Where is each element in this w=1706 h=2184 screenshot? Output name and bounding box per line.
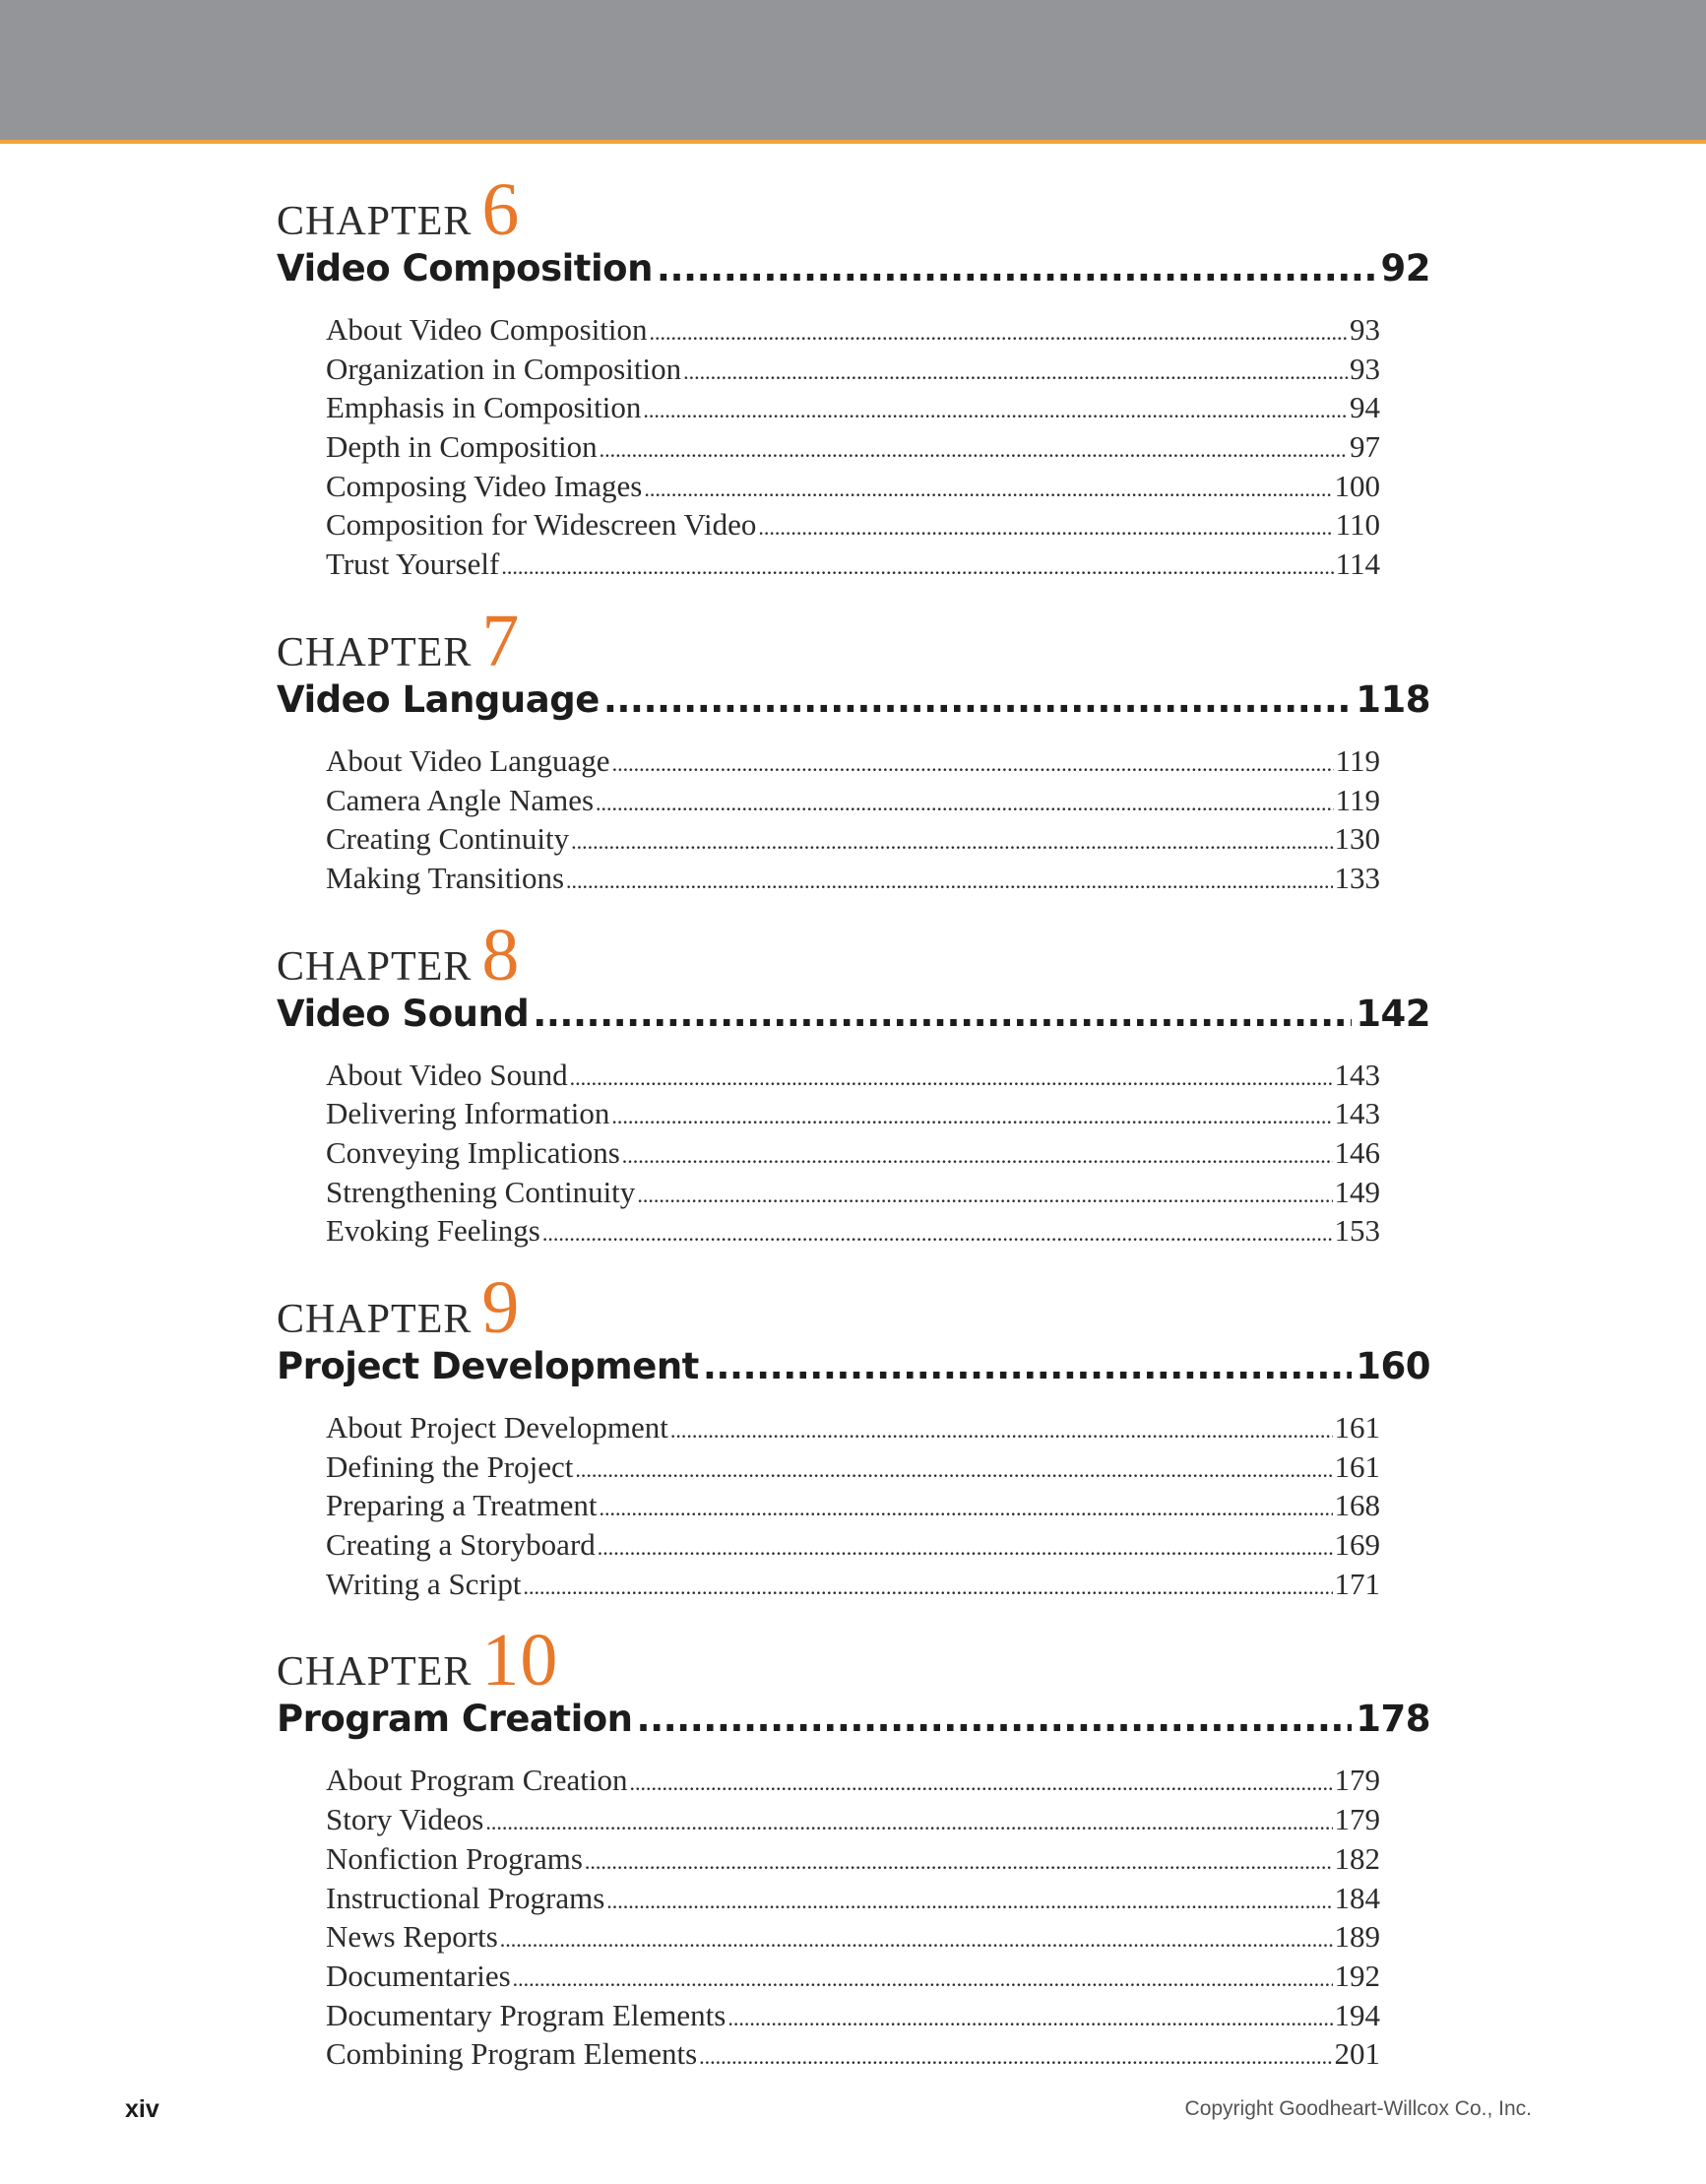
toc-entry[interactable] bbox=[326, 743, 1380, 783]
section-page-number: 194 bbox=[1334, 1997, 1380, 2032]
section-page-number: 93 bbox=[1350, 312, 1380, 347]
section-list bbox=[326, 1406, 1380, 1605]
dot-leader bbox=[566, 868, 1332, 894]
chapter-block bbox=[277, 906, 1430, 1253]
section-title: About Video Sound bbox=[326, 1057, 568, 1092]
toc-entry[interactable] bbox=[326, 1175, 1380, 1214]
chapter-page-number: 142 bbox=[1356, 992, 1430, 1035]
section-list bbox=[326, 739, 1380, 900]
chapter-title: Video Composition bbox=[277, 247, 653, 289]
page-number: xiv bbox=[125, 2095, 159, 2123]
dot-leader bbox=[600, 1496, 1333, 1521]
dot-leader bbox=[699, 2044, 1332, 2070]
toc-entry[interactable] bbox=[326, 1135, 1380, 1175]
section-page-number: 119 bbox=[1335, 782, 1380, 817]
dot-leader bbox=[637, 1183, 1332, 1208]
chapter-title-entry[interactable] bbox=[277, 247, 1430, 308]
section-title: About Project Development bbox=[326, 1410, 668, 1445]
toc-entry[interactable] bbox=[326, 1763, 1380, 1802]
section-title: Preparing a Treatment bbox=[326, 1488, 598, 1523]
section-title: Creating Continuity bbox=[326, 821, 570, 857]
chapter-number: 9 bbox=[481, 1266, 521, 1349]
section-page-number: 146 bbox=[1334, 1134, 1380, 1170]
section-title: Strengthening Continuity bbox=[326, 1174, 636, 1209]
section-title: Combining Program Elements bbox=[326, 2036, 698, 2072]
section-page-number: 168 bbox=[1334, 1488, 1380, 1523]
dot-leader bbox=[612, 751, 1334, 777]
dot-leader bbox=[622, 1143, 1333, 1169]
section-page-number: 189 bbox=[1334, 1919, 1380, 1955]
section-page-number: 130 bbox=[1334, 821, 1380, 857]
section-title: Writing a Script bbox=[326, 1566, 522, 1601]
toc-entry[interactable] bbox=[326, 2036, 1380, 2076]
dot-leader bbox=[637, 1698, 1353, 1740]
toc-entry[interactable] bbox=[326, 1567, 1380, 1606]
dot-leader bbox=[485, 1810, 1332, 1835]
toc-entry[interactable] bbox=[326, 1213, 1380, 1253]
dot-leader bbox=[758, 515, 1333, 541]
section-page-number: 179 bbox=[1334, 1802, 1380, 1837]
dot-leader bbox=[643, 398, 1348, 423]
chapter-page-number: 92 bbox=[1380, 247, 1430, 289]
section-title: Documentary Program Elements bbox=[326, 1997, 727, 2032]
chapter-heading bbox=[277, 592, 1430, 682]
chapter-block bbox=[277, 1611, 1430, 2076]
section-page-number: 201 bbox=[1334, 2036, 1380, 2072]
toc-entry[interactable] bbox=[326, 1802, 1380, 1841]
section-title: Organization in Composition bbox=[326, 351, 682, 386]
section-page-number: 184 bbox=[1334, 1880, 1380, 1915]
dot-leader bbox=[571, 829, 1332, 855]
toc-entry[interactable] bbox=[326, 1058, 1380, 1097]
section-title: Instructional Programs bbox=[326, 1880, 605, 1915]
dot-leader bbox=[683, 359, 1348, 385]
section-title: Evoking Feelings bbox=[326, 1213, 540, 1249]
section-title: Emphasis in Composition bbox=[326, 390, 642, 425]
section-page-number: 119 bbox=[1335, 742, 1380, 778]
section-title: Delivering Information bbox=[326, 1096, 610, 1131]
chapter-title-entry[interactable] bbox=[277, 1345, 1430, 1406]
section-page-number: 179 bbox=[1334, 1763, 1380, 1798]
chapter-title-entry[interactable] bbox=[277, 993, 1430, 1054]
toc-entry[interactable] bbox=[326, 1959, 1380, 1998]
toc-entry[interactable] bbox=[326, 1998, 1380, 2037]
copyright-notice: Copyright Goodheart-Willcox Co., Inc. bbox=[1184, 2097, 1532, 2120]
dot-leader bbox=[703, 1345, 1352, 1387]
section-title: Conveying Implications bbox=[326, 1134, 620, 1170]
section-title: Creating a Storyboard bbox=[326, 1527, 596, 1563]
chapter-block bbox=[277, 1258, 1430, 1605]
section-page-number: 143 bbox=[1334, 1096, 1380, 1131]
section-title: About Video Language bbox=[326, 742, 610, 778]
section-title: Nonfiction Programs bbox=[326, 1840, 583, 1876]
dot-leader bbox=[524, 1574, 1333, 1600]
chapter-heading bbox=[277, 161, 1430, 251]
toc-entry[interactable] bbox=[326, 1919, 1380, 1959]
toc-entry[interactable] bbox=[326, 507, 1380, 546]
toc-entry[interactable] bbox=[326, 1527, 1380, 1567]
chapter-page-number: 178 bbox=[1356, 1698, 1430, 1741]
chapter-title-entry[interactable] bbox=[277, 1698, 1430, 1759]
dot-leader bbox=[644, 477, 1332, 502]
chapter-label: CHAPTER bbox=[277, 199, 473, 244]
toc-entry[interactable] bbox=[326, 1096, 1380, 1135]
chapter-title: Video Language bbox=[277, 677, 600, 721]
toc-entry[interactable] bbox=[326, 429, 1380, 469]
chapter-label: CHAPTER bbox=[277, 629, 473, 675]
dot-leader bbox=[600, 437, 1348, 463]
section-title: News Reports bbox=[326, 1919, 498, 1955]
chapter-label: CHAPTER bbox=[277, 943, 473, 990]
toc-entry[interactable] bbox=[326, 783, 1380, 822]
toc-entry[interactable] bbox=[326, 469, 1380, 508]
toc-entry[interactable] bbox=[326, 546, 1380, 586]
toc-entry[interactable] bbox=[326, 1488, 1380, 1527]
dot-leader bbox=[513, 1966, 1333, 1992]
section-list bbox=[326, 1759, 1380, 2076]
section-page-number: 192 bbox=[1334, 1958, 1380, 1993]
chapter-number: 6 bbox=[481, 168, 521, 251]
chapter-label: CHAPTER bbox=[277, 1297, 473, 1342]
chapter-page-number: 118 bbox=[1356, 677, 1430, 721]
toc-entry[interactable] bbox=[326, 1410, 1380, 1449]
section-title: Documentaries bbox=[326, 1958, 511, 1993]
chapter-title: Project Development bbox=[277, 1345, 699, 1387]
dot-leader bbox=[598, 1535, 1333, 1561]
chapter-number: 10 bbox=[481, 1619, 559, 1702]
section-title: About Video Composition bbox=[326, 312, 648, 347]
section-title: Composition for Widescreen Video bbox=[326, 507, 757, 543]
dot-leader bbox=[575, 1457, 1332, 1483]
toc-entry[interactable] bbox=[326, 1449, 1380, 1489]
chapter-block bbox=[277, 592, 1430, 900]
toc-entry[interactable] bbox=[326, 312, 1380, 352]
chapter-label: CHAPTER bbox=[277, 1649, 473, 1696]
dot-leader bbox=[606, 1889, 1332, 1914]
section-page-number: 169 bbox=[1334, 1527, 1380, 1563]
chapter-title: Video Sound bbox=[277, 992, 530, 1035]
section-page-number: 171 bbox=[1334, 1566, 1380, 1601]
section-title: Camera Angle Names bbox=[326, 782, 595, 817]
section-page-number: 114 bbox=[1335, 546, 1380, 582]
toc-entry[interactable] bbox=[326, 1841, 1380, 1881]
section-title: Story Videos bbox=[326, 1802, 484, 1837]
section-page-number: 94 bbox=[1350, 390, 1380, 425]
toc-entry[interactable] bbox=[326, 1881, 1380, 1920]
section-title: Making Transitions bbox=[326, 860, 565, 895]
toc-entry[interactable] bbox=[326, 390, 1380, 429]
section-page-number: 97 bbox=[1350, 429, 1380, 465]
dot-leader bbox=[501, 554, 1333, 580]
chapter-page-number: 160 bbox=[1356, 1345, 1430, 1387]
section-page-number: 133 bbox=[1334, 860, 1380, 895]
dot-leader bbox=[670, 1418, 1333, 1444]
section-page-number: 149 bbox=[1334, 1174, 1380, 1209]
header-band bbox=[0, 0, 1706, 144]
dot-leader bbox=[630, 1770, 1333, 1796]
chapter-title-entry[interactable] bbox=[277, 678, 1430, 739]
dot-leader bbox=[500, 1927, 1333, 1953]
chapter-heading bbox=[277, 1258, 1430, 1349]
dot-leader bbox=[727, 2006, 1332, 2031]
section-title: About Program Creation bbox=[326, 1763, 628, 1798]
section-title: Depth in Composition bbox=[326, 429, 598, 465]
section-list bbox=[326, 1054, 1380, 1253]
section-title: Composing Video Images bbox=[326, 468, 643, 503]
dot-leader bbox=[596, 791, 1334, 816]
toc-entry[interactable] bbox=[326, 861, 1380, 900]
chapter-block bbox=[277, 161, 1430, 586]
dot-leader bbox=[585, 1849, 1333, 1875]
section-page-number: 100 bbox=[1334, 468, 1380, 503]
chapter-heading bbox=[277, 906, 1430, 996]
section-list bbox=[326, 308, 1380, 586]
section-page-number: 182 bbox=[1334, 1840, 1380, 1876]
dot-leader bbox=[533, 993, 1352, 1035]
chapter-heading bbox=[277, 1611, 1430, 1702]
chapter-number: 8 bbox=[481, 913, 521, 996]
chapter-number: 7 bbox=[481, 599, 521, 682]
section-page-number: 110 bbox=[1335, 507, 1380, 543]
dot-leader bbox=[650, 320, 1348, 346]
section-page-number: 153 bbox=[1334, 1213, 1380, 1249]
toc-entry[interactable] bbox=[326, 821, 1380, 861]
table-of-contents bbox=[277, 161, 1430, 2076]
section-title: Trust Yourself bbox=[326, 546, 500, 582]
dot-leader bbox=[570, 1065, 1333, 1091]
section-page-number: 93 bbox=[1350, 351, 1380, 386]
dot-leader bbox=[542, 1221, 1333, 1247]
toc-entry[interactable] bbox=[326, 352, 1380, 391]
dot-leader bbox=[603, 678, 1352, 721]
dot-leader bbox=[611, 1104, 1332, 1129]
section-page-number: 143 bbox=[1334, 1057, 1380, 1092]
section-title: Defining the Project bbox=[326, 1448, 574, 1484]
chapter-title: Program Creation bbox=[277, 1698, 633, 1741]
dot-leader bbox=[657, 247, 1377, 289]
section-page-number: 161 bbox=[1334, 1410, 1380, 1445]
section-page-number: 161 bbox=[1334, 1448, 1380, 1484]
